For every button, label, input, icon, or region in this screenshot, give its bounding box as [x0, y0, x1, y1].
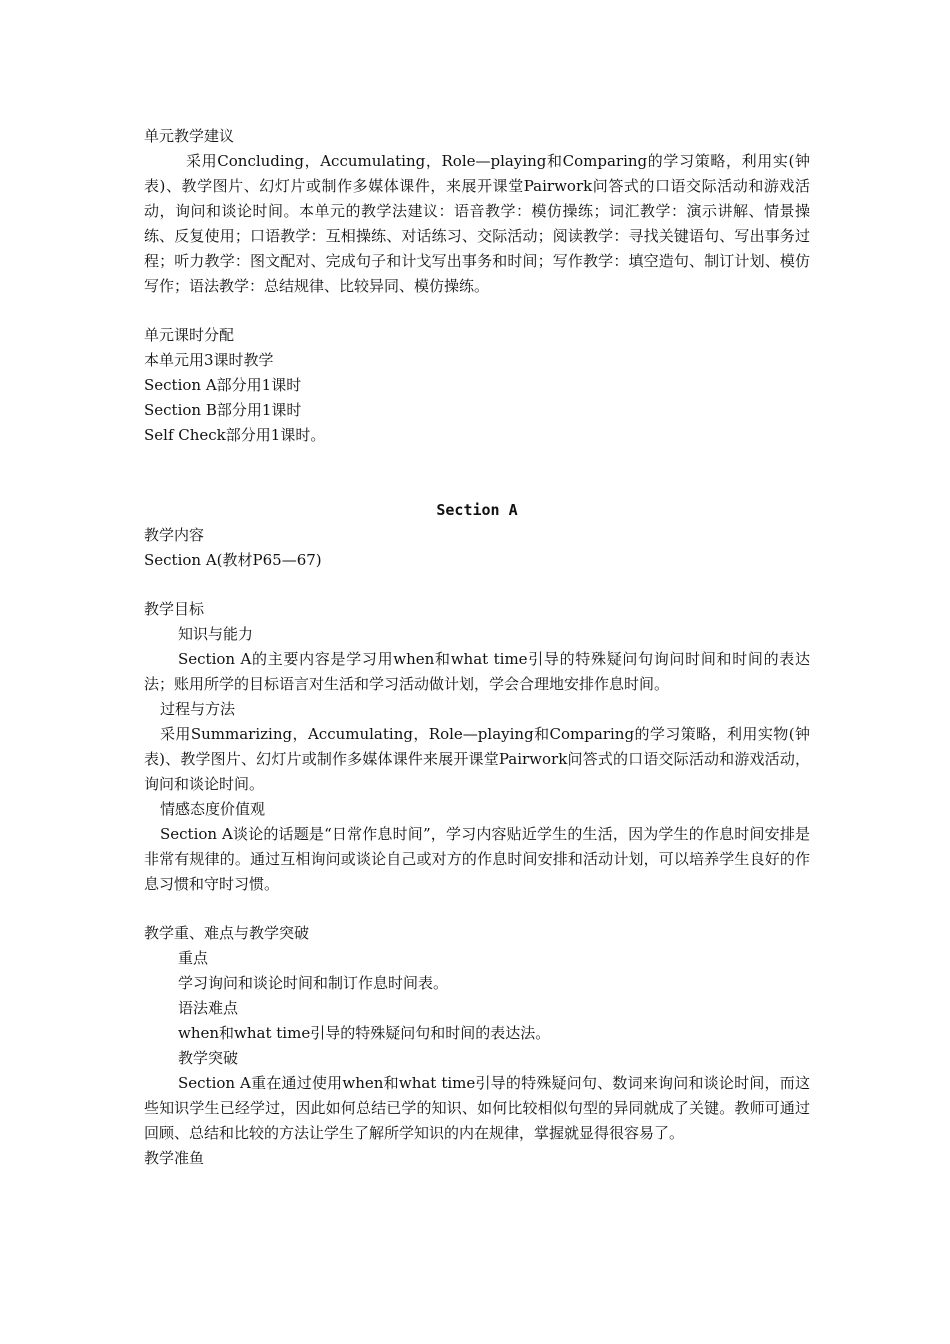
spacer — [144, 897, 810, 921]
unit-suggestion-body: 采用Concluding，Accumulating，Role—playing和Comparing的学习策略，利用实(钟表)、教学图片、幻灯片或制作多媒体课件，来展开课堂Pairwork问答式的口语交际活动和游戏活动，询问和谈论时间。本单元的教学法建议：语音教学：模仿操练；词汇教学：演示讲解、情景操练、反复使用；口语教学：互相操练、对话练习、交际活动；阅读教学：寻找关键语句、写出事务过程；听力教学：图文配对、完成句子和计戈写出事务和时间；写作教学：填空造句、制订计划、模仿写作；语法教学：总结规律、比较异同、模仿操练。 — [144, 152, 810, 295]
grammar-difficulty-heading: 语法难点 — [178, 999, 239, 1017]
spacer — [144, 448, 810, 498]
focus-body: 学习询问和谈论时间和制订作息时间表。 — [178, 974, 449, 992]
unit-hours-heading: 单元课时分配 — [144, 326, 235, 344]
breakthrough-heading: 教学突破 — [178, 1049, 239, 1067]
document-page — [144, 124, 810, 1171]
goals-heading: 教学目标 — [144, 600, 205, 618]
unit-hours-line-total: 本单元用3课时教学 — [144, 351, 274, 369]
spacer — [144, 573, 810, 597]
unit-hours-line-self-check: Self Check部分用1课时。 — [144, 426, 326, 444]
unit-suggestion-heading: 单元教学建议 — [144, 127, 235, 145]
focus-heading: 重点 — [178, 949, 209, 967]
spacer — [144, 299, 810, 323]
emotion-body: Section A谈论的话题是“日常作息时间”，学习内容贴近学生的生活，因为学生的作息时间安排是非常有规律的。通过互相询问或谈论自己或对方的作息时间安排和活动计划，可以培养学生良好的作息习惯和守时习惯。 — [144, 825, 810, 893]
grammar-difficulty-body: when和what time引导的特殊疑问句和时间的表达法。 — [178, 1024, 551, 1042]
section-a-title: Section A — [436, 501, 518, 519]
unit-hours-line-section-a: Section A部分用1课时 — [144, 376, 302, 394]
preparation-heading: 教学准鱼 — [144, 1149, 205, 1167]
process-heading: 过程与方法 — [160, 700, 236, 718]
process-body: 采用Summarizing，Accumulating，Role—playing和Comparing的学习策略，利用实物(钟表)、教学图片、幻灯片或制作多媒体课件来展开课堂Pairwork问答式的口语交际活动和游戏活动，询问和谈论时间。 — [144, 725, 810, 793]
breakthrough-body: Section A重在通过使用when和what time引导的特殊疑问句、数词来询问和谈论时间，而这些知识学生已经学过，因此如何总结已学的知识、如何比较相似句型的异同就成了关键。教师可通过回顾、总结和比较的方法让学生了解所学知识的内在规律，掌握就显得很容易了。 — [144, 1074, 810, 1142]
emotion-heading: 情感态度价值观 — [160, 800, 266, 818]
content-line: Section A(教材P65—67) — [144, 551, 322, 569]
knowledge-heading: 知识与能力 — [178, 625, 254, 643]
unit-hours-line-section-b: Section B部分用1课时 — [144, 401, 302, 419]
key-points-heading: 教学重、难点与教学突破 — [144, 924, 310, 942]
knowledge-body: Section A的主要内容是学习用when和what time引导的特殊疑问句询问时间和时间的表达法；账用所学的目标语言对生活和学习活动做计划，学会合理地安排作息时间。 — [144, 650, 810, 693]
content-heading: 教学内容 — [144, 526, 205, 544]
